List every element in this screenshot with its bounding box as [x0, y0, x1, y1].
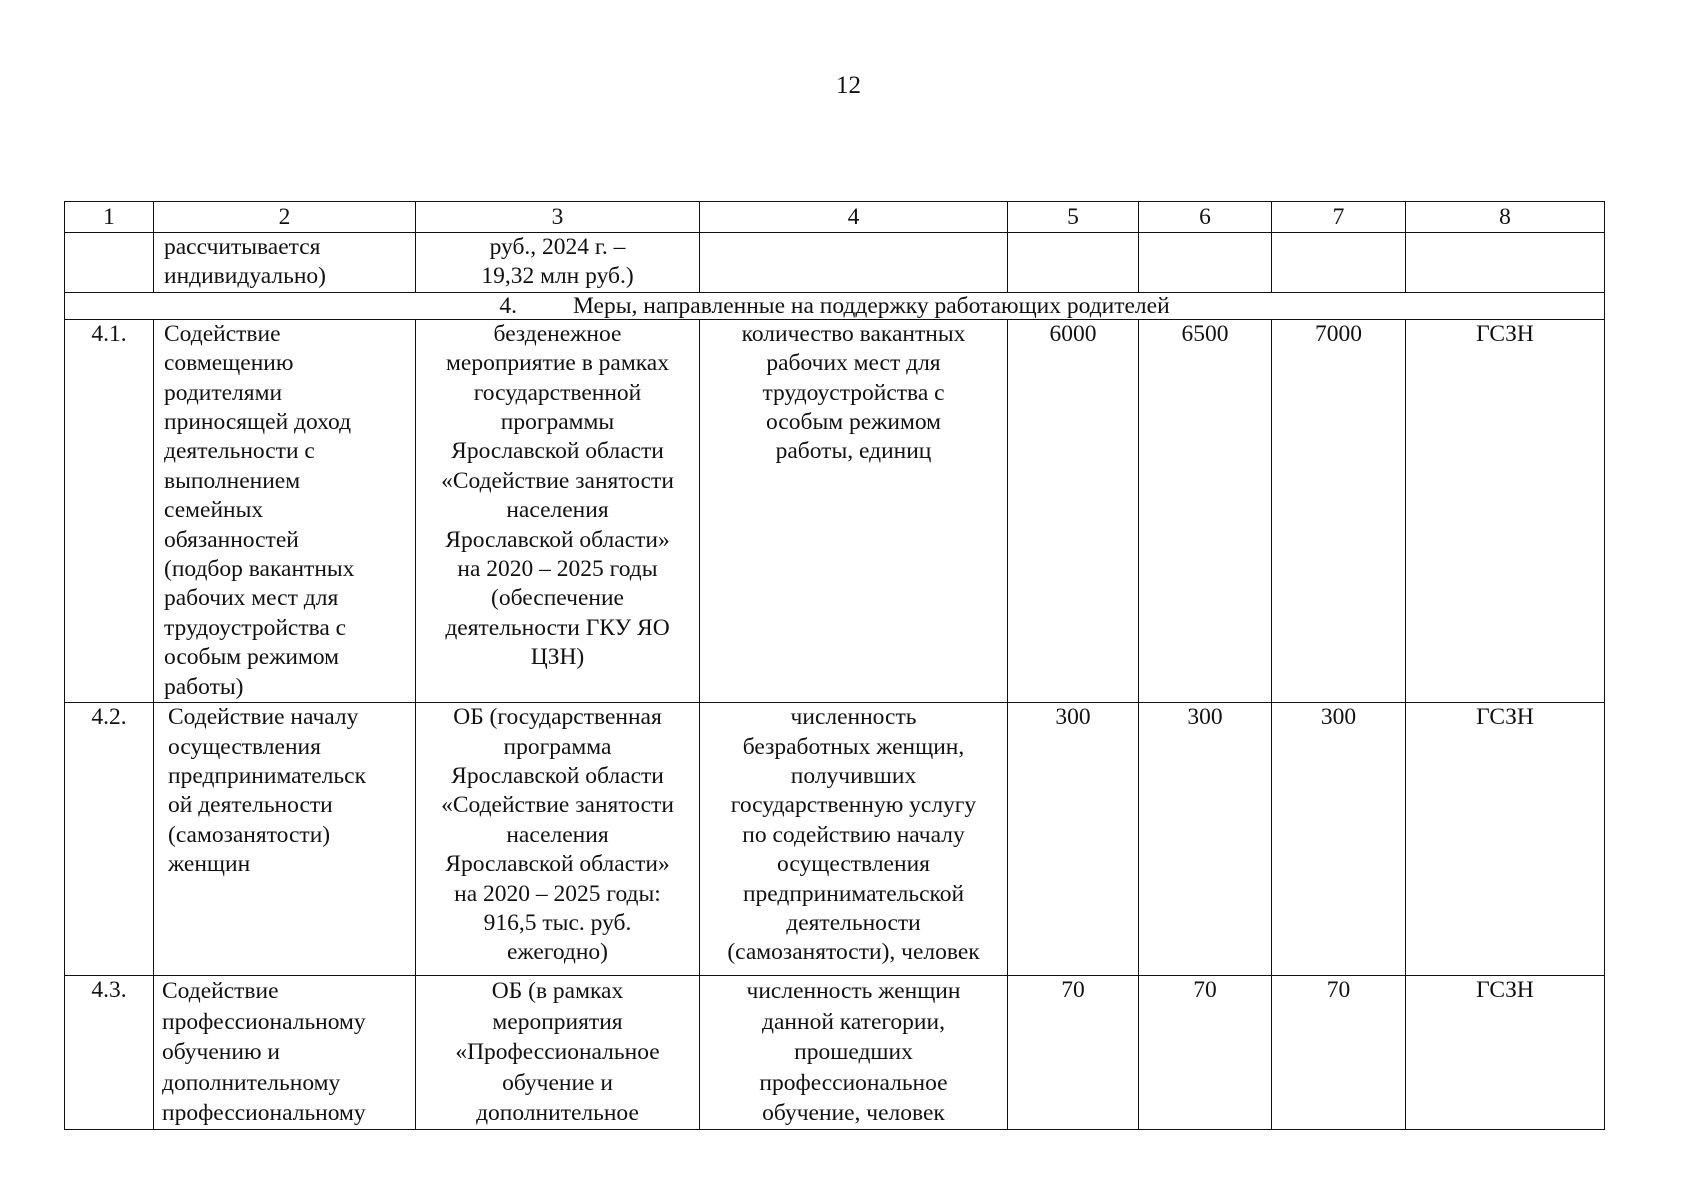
cont-measure-cell: рассчитывается индивидуально) [154, 233, 416, 293]
indicator-cell: численность женщин данной категории, прошедших профессиональное обучение, человек [700, 976, 1008, 1130]
table-row [65, 976, 1605, 1130]
value-2025-cell: 70 [1272, 976, 1406, 1130]
cont-cell-4 [700, 233, 1008, 293]
funding-cell: безденежное мероприятие в рамках государственной программы Ярославской области «Содействие занятости населения Ярославской области» на 2020 – 2025 годы (обеспечение деятельности ГКУ ЯО ЦЗН) [416, 319, 700, 702]
value-2023-cell: 6000 [1008, 319, 1139, 702]
indicator-cell: количество вакантных рабочих мест для трудоустройства с особым режимом работы, единиц [700, 319, 1008, 702]
executor-cell: ГСЗН [1406, 703, 1605, 976]
section-row [65, 292, 1605, 319]
value-2024-cell: 70 [1139, 976, 1272, 1130]
row-number: 4.2. [65, 703, 154, 976]
value-2023-cell: 300 [1008, 703, 1139, 976]
continuation-row [65, 233, 1605, 293]
cont-cell-8 [1406, 233, 1605, 293]
executor-cell: ГСЗН [1406, 319, 1605, 702]
header-cell-3: 3 [416, 202, 700, 233]
measure-cell: Содействие совмещению родителями приносящей доход деятельности с выполнением семейных обязанностей (подбор вакантных рабочих мест для трудоустройства с особым режимом работы) [154, 319, 416, 702]
cont-cell-6 [1139, 233, 1272, 293]
row-number: 4.3. [65, 976, 154, 1130]
value-2024-cell: 6500 [1139, 319, 1272, 702]
header-cell-1: 1 [65, 202, 154, 233]
funding-cell: ОБ (государственная программа Ярославской области «Содействие занятости населения Ярославской области» на 2020 – 2025 годы: 916,5 тыс. руб. ежегодно) [416, 703, 700, 976]
value-2025-cell: 7000 [1272, 319, 1406, 702]
cont-cell-1 [65, 233, 154, 293]
section-number: 4. [499, 292, 517, 319]
value-2023-cell: 70 [1008, 976, 1139, 1130]
executor-cell: ГСЗН [1406, 976, 1605, 1130]
measure-cell: Содействие профессиональному обучению и дополнительному профессиональному [154, 976, 416, 1130]
cont-cell-7 [1272, 233, 1406, 293]
table-row [65, 319, 1605, 702]
table-row [65, 703, 1605, 976]
value-2025-cell: 300 [1272, 703, 1406, 976]
header-cell-8: 8 [1406, 202, 1605, 233]
section-heading [65, 292, 1605, 319]
page-number: 12 [836, 72, 861, 99]
header-cell-6: 6 [1139, 202, 1272, 233]
indicator-cell: численность безработных женщин, получивших государственную услугу по содействию началу осуществления предпринимательской деятельности (самозанятости), человек [700, 703, 1008, 976]
measures-table [64, 201, 1605, 1130]
header-cell-2: 2 [154, 202, 416, 233]
funding-cell: ОБ (в рамках мероприятия «Профессиональное обучение и дополнительное [416, 976, 700, 1130]
value-2024-cell: 300 [1139, 703, 1272, 976]
cont-funding-cell: руб., 2024 г. – 19,32 млн руб.) [416, 233, 700, 293]
header-cell-7: 7 [1272, 202, 1406, 233]
cont-cell-5 [1008, 233, 1139, 293]
measure-cell: Содействие началу осуществления предпринимательск ой деятельности (самозанятости) женщин [154, 703, 416, 976]
header-row [65, 202, 1605, 233]
header-cell-5: 5 [1008, 202, 1139, 233]
row-number: 4.1. [65, 319, 154, 702]
header-cell-4: 4 [700, 202, 1008, 233]
section-title: Меры, направленные на поддержку работающих родителей [572, 292, 1170, 319]
